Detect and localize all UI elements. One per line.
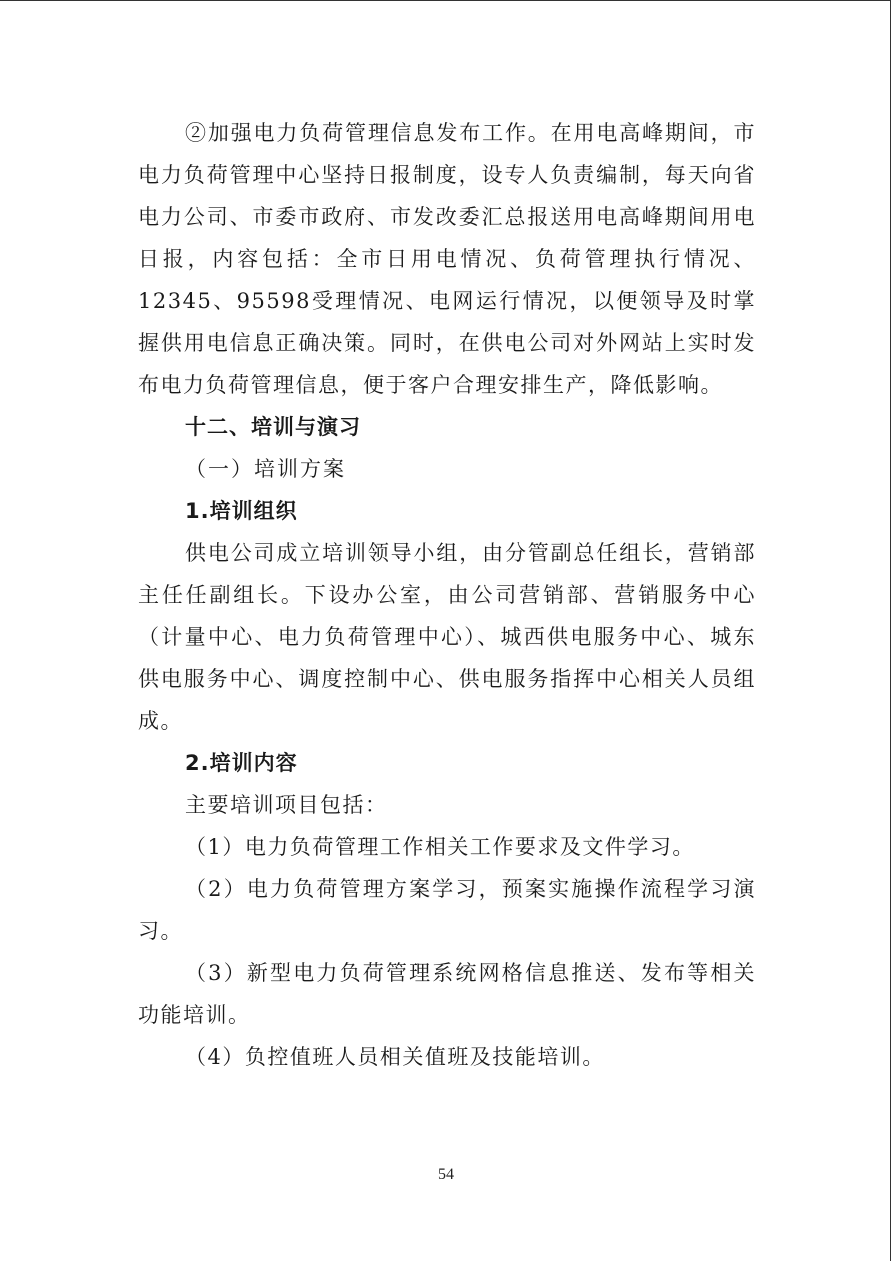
paragraph-training-organization: 供电公司成立培训领导小组，由分管副总任组长，营销部主任任副组长。下设办公室，由公司营销部、营销服务中心（计量中心、电力负荷管理中心）、城西供电服务中心、城东供电服务中心、调度控制中心、供电服务指挥中心相关人员组成。 <box>138 541 756 733</box>
list-item-2: （2）电力负荷管理方案学习，预案实施操作流程学习演习。 <box>138 877 756 943</box>
document-body <box>138 112 756 1078</box>
list-item-1: （1）电力负荷管理工作相关工作要求及文件学习。 <box>185 835 695 859</box>
heading-training-content: 2.培训内容 <box>185 751 298 775</box>
heading-training-organization: 1.培训组织 <box>185 499 298 523</box>
paragraph-training-items-intro: 主要培训项目包括： <box>185 793 388 817</box>
subsection-heading-training-plan: （一）培训方案 <box>185 457 346 481</box>
page-number: 54 <box>438 1166 454 1183</box>
section-heading-training-drill: 十二、培训与演习 <box>185 415 361 439</box>
paragraph-load-info-release: ②加强电力负荷管理信息发布工作。在用电高峰期间，市电力负荷管理中心坚持日报制度，设专人负责编制，每天向省电力公司、市委市政府、市发改委汇总报送用电高峰期间用电日报，内容包括：全市日用电情况、负荷管理执行情况、12345、95598受理情况、电网运行情况，以便领导及时掌握供用电信息正确决策。同时，在供电公司对外网站上实时发布电力负荷管理信息，便于客户合理安排生产，降低影响。 <box>138 121 756 397</box>
list-item-3: （3）新型电力负荷管理系统网格信息推送、发布等相关功能培训。 <box>138 961 756 1027</box>
list-item-4: （4）负控值班人员相关值班及技能培训。 <box>185 1045 605 1069</box>
